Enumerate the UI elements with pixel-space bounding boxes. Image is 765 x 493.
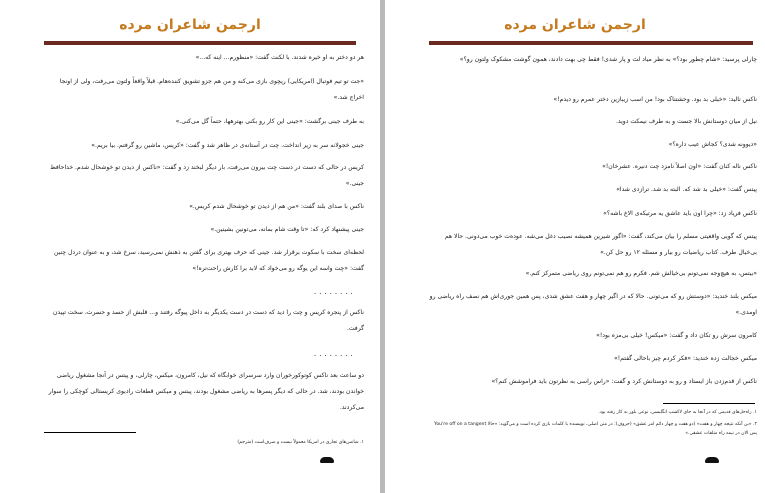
right-page bbox=[385, 0, 765, 493]
left-page bbox=[0, 0, 380, 493]
paragraph: ناکس از پنجره کریس و چت را دید که دست در دست یکدیگر به داخل پیوگه رفتند و... قلبش از حسد و حسرت، سخت تپیدن گرفت. bbox=[52, 309, 364, 332]
header-rule bbox=[429, 41, 753, 45]
paragraph: میکس خجالت زده خندید: «فکر کردم چیز باحالی گفتم!» bbox=[614, 355, 757, 362]
page-corner-mark bbox=[705, 457, 719, 463]
paragraph: کامرون سرش رو تکان داد و گفت: «میکس! خیلی بی‌مزه بود!» bbox=[596, 332, 757, 339]
paragraph: کریس در حالی که دست در دست چت بیرون می‌رفت، بار دیگر لبخند زد و گفت: «ناکس از دیدن تو خوشحال شدم. خداحافظ جینی.» bbox=[50, 164, 364, 187]
page-corner-mark bbox=[320, 457, 334, 463]
page-header-title: ارجمن شاعران مرده bbox=[504, 17, 646, 33]
paragraph: «جت تو تیم فوتبال (امریکایی) ریچوی بازی می‌کنه و من هم جزو تشویق کننده‌هام. قبلاً واقعاً ولتون می‌رفت، ولی از اونجا اخراج شد.» bbox=[59, 78, 364, 101]
footnote: ۲. «بن آنکه نتیجه چهار و هفت» (دو هفت و چهار دائم امر عشق» (حروف): در متن اصلی، نویسنده با کلمات بازی کرده است و می‌گوید: «حالا You're off on a tangent پس الان در نیمه راه متلفات عشقی.» bbox=[434, 422, 757, 436]
header-rule bbox=[44, 41, 356, 45]
paragraph: ناکس از قدم‌زدن باز ایستاد و رو به دوستانش کرد و گفت: «راس راسی به نظرتون باید فراموشش کنم؟» bbox=[491, 378, 757, 385]
footnote-rule bbox=[663, 403, 755, 404]
paragraph: میکس بلند خندید: «دوستش رو که می‌تونی. حالا که در اگیر چهار و هفت عشق شدی، پس همین جوری‌اش هم نصف راه ریاضی رو اومدی.» bbox=[429, 293, 757, 316]
paragraph: «دیوونه شدی؟ کجاش عیب داره؟» bbox=[668, 141, 757, 148]
section-separator: ........ bbox=[313, 350, 355, 358]
paragraph: پیتس که گویی واقعیتی مسلم را بیان می‌کند، گفت: «اگور شیرین همیشه نصیب دغل می‌شه. عوده‌ت خوب می‌دونی. حالا هم بی‌خیال طرف. کتاب ریاضیات رو بیار و مسئله ۱۲ رو حل کن.» bbox=[444, 233, 757, 256]
section-separator: ........ bbox=[313, 288, 355, 296]
footnote-rule bbox=[44, 432, 136, 433]
paragraph: جینی پیشنهاد کرد که: «تا وقت شام بمانه، می‌تونین بشینین.» bbox=[210, 226, 364, 233]
paragraph: جینی خجولانه سر به زیر انداخت. چت در آستانه‌ی در ظاهر شد و گفت: «کریس، ماشین رو گرفتم. بیا بریم.» bbox=[91, 142, 364, 149]
footnote: ۱. شانس‌های تجاری در امریکا معمولاً نیست و صرف‌است (مترجم) bbox=[237, 440, 364, 445]
paragraph: پیتس گفت: «خیلی بد شد که. البته بد شد. ترازدی شدا» bbox=[616, 186, 757, 193]
paragraph: «بیتس، به هیچ‌وجه نمی‌تونم بی‌خیالش شم. فکرم رو هم نمی‌تونم روی ریاضی متمرکز کنم.» bbox=[525, 270, 757, 277]
paragraph: چارلی پرسید: «شام چطور بود؟» به نظر میاد لث و پار شدی! فقط چی بهت دادند، همون گوشت مشکوک ولتون رو؟» bbox=[459, 56, 757, 63]
paragraph: هر دو دختر به او خیره شدند. با لکنت گفت: «منظورم... اینه که...» bbox=[195, 54, 364, 61]
paragraph: به طرف جینی برگشت: «جینی این کار رو بکنی بهترهها، حتماً گل می‌کنی.» bbox=[175, 118, 364, 125]
footnote: ۱. راه‌حل‌های قدیمی که در آنجا به جای لاکسپ انگلیسی، نوعی بلور به کار رفته بود. bbox=[598, 410, 757, 415]
paragraph: ناکس ناله کنان گفت: «اون اصلاً نامزد چت دنیره. عشرخان!» bbox=[602, 163, 757, 170]
paragraph: ناکس نالید: «خیلی بد بود. وحشتناک بود! من اسب زیبازین دختر عمرم رو دیدم!» bbox=[553, 96, 757, 103]
paragraph: نیل از میان دوستانش بالا جست و به طرف نیمکت دوید. bbox=[615, 118, 757, 125]
page-header-title: ارجمن شاعران مرده bbox=[119, 17, 261, 33]
paragraph: ناکس فریاد زد: «چرا اون باید عاشق یه مرتیکه‌ی الاغ باشه؟» bbox=[603, 210, 757, 217]
paragraph: ناکس با صدای بلند گفت: «من هم از دیدن تو خوشحال شدم کریس.» bbox=[189, 203, 364, 210]
paragraph: دو ساعت بعد ناکس کوتوکورخوران وارد سرسرای خوابگاه که نیل، کامرون، میکس، چارلی، و پیتس در آنجا مشغول ریاضی خواندن بودند، شد. در حالی که دیگر پسرها به ریاضی مشغول بودند، پیتس و میکس قطعات رادیوی کریستالی کوچکی را سوار می‌کردند. bbox=[48, 372, 364, 411]
paragraph: لحظه‌ای سخت با سکوت برقرار شد. جینی که حرف بهتری برای گفتن به ذهنش نمی‌رسید، سرخ شد، و به عنوان دردل چنین گفت: «چت واسه این یوگه رو می‌خواد که لابد برا کارش راحت‌تره!» bbox=[53, 249, 364, 272]
